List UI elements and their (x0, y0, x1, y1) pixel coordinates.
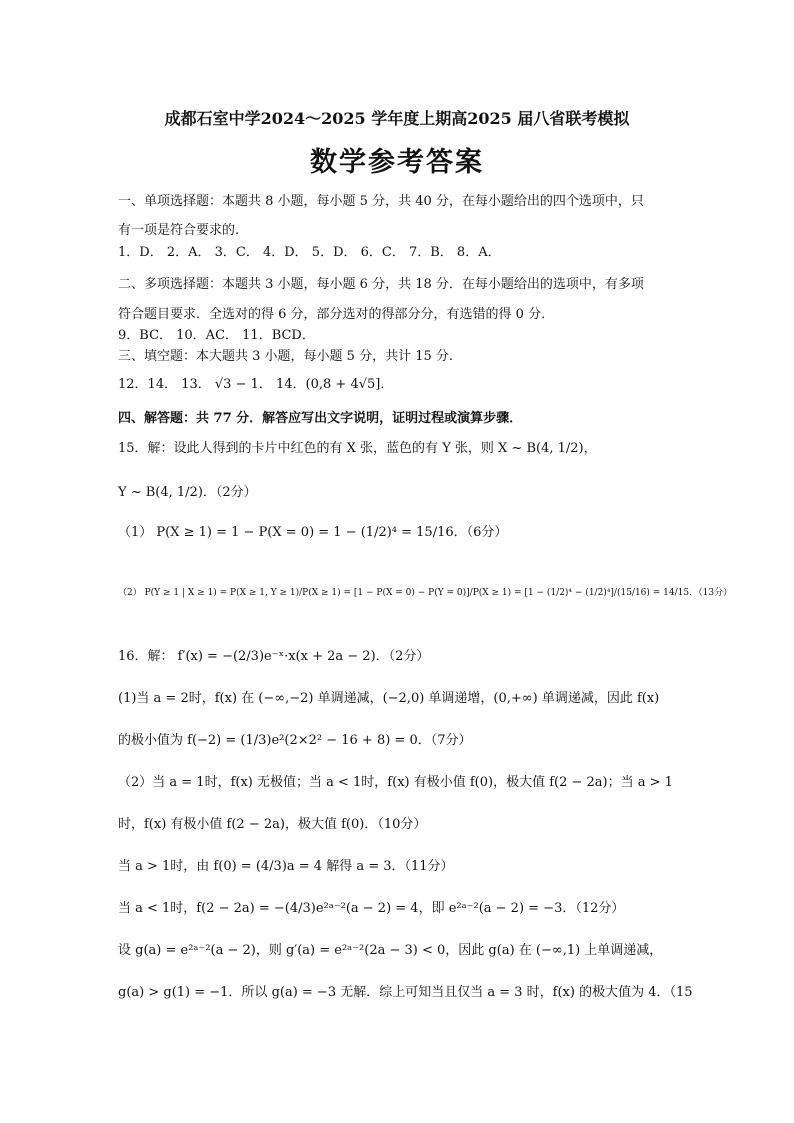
q16-line7: 当 a < 1时，f(2 − 2a) = −(4/3)e²ᵃ⁻²(a − 2) = 4，即 e²ᵃ⁻²(a − 2) = −3．（12分） (118, 901, 625, 916)
q16-line3: 的极小值为 f(−2) = (1/3)e²(2×2² − 16 + 8) = 0．（7分） (118, 733, 472, 748)
q16-line5: 时，f(x) 有极小值 f(2 − 2a)，极大值 f(0)．（10分） (118, 817, 427, 832)
q16-line2: (1)当 a = 2时，f(x) 在 (−∞,−2) 单调递减，(−2,0) 单调递增，(0,+∞) 单调递减，因此 f(x) (118, 691, 660, 706)
q16-line6: 当 a > 1时，由 f(0) = (4/3)a = 4 解得 a = 3．（11分） (118, 859, 454, 874)
section1-intro-a: 一、单项选择题：本题共 8 小题，每小题 5 分，共 40 分，在每小题给出的四个选项中，只 (118, 194, 644, 209)
section2-intro-b: 符合题目要求．全选对的得 6 分，部分选对的得部分分，有选错的得 0 分． (118, 307, 555, 322)
section3-intro: 三、填空题：本大题共 3 小题，每小题 5 分，共计 15 分. (118, 349, 454, 364)
section4-intro: 四、解答题：共 77 分．解答应写出文字说明，证明过程或演算步骤． (118, 411, 523, 426)
q16-line1: 16．解： f′(x) = −(2/3)e⁻ˣ·x(x + 2a − 2)．（2分） (118, 649, 430, 664)
q16-line8: 设 g(a) = e²ᵃ⁻²(a − 2)，则 g′(a) = e²ᵃ⁻²(2a − 3) < 0，因此 g(a) 在 (−∞,1) 上单调递减， (118, 943, 663, 958)
q15-line2: Y ~ B(4, 1/2)．（2分） (118, 485, 257, 500)
q16-line9: g(a) > g(1) = −1．所以 g(a) = −3 无解．综上可知当且仅当 a = 3 时，f(x) 的极大值为 4．（15 (118, 985, 693, 1000)
section3-answers: 12．14． 13． √3 − 1． 14．(0,8 + 4√5]． (118, 377, 394, 392)
exam-title: 成都石室中学2024～2025 学年度上期高2025 届八省联考模拟 (164, 109, 630, 128)
q16-line4: （2）当 a = 1时，f(x) 无极值；当 a < 1时，f(x) 有极小值 f(0)，极大值 f(2 − 2a)；当 a > 1 (118, 775, 673, 790)
section1-intro-b: 有一项是符合要求的. (118, 223, 240, 238)
section2-intro-a: 二、多项选择题：本题共 3 小题，每小题 6 分，共 18 分．在每小题给出的选项中，有多项 (118, 277, 644, 292)
section1-answers: 1．D． 2．A． 3．C． 4．D． 5．D． 6．C． 7．B． 8．A． (118, 245, 501, 260)
q15-line1: 15．解：设此人得到的卡片中红色的有 X 张，蓝色的有 Y 张，则 X ~ B(4, 1/2)， (118, 441, 597, 456)
section2-answers: 9．BC． 10．AC． 11．BCD． (118, 328, 315, 343)
q15-part1: （1） P(X ≥ 1) = 1 − P(X = 0) = 1 − (1/2)⁴ = 15/16．（6分） (118, 525, 508, 540)
q15-part2: （2） P(Y ≥ 1 | X ≥ 1) = P(X ≥ 1, Y ≥ 1)/P(X ≥ 1) = [1 − P(X = 0) − P(Y = 0)]/P(X ≥ 1) = [1 − (1/2)⁴ − (1/2)⁴]/(15/16) = 14/15．（13分） (118, 588, 733, 598)
page-title: 数学参考答案 (310, 147, 484, 178)
